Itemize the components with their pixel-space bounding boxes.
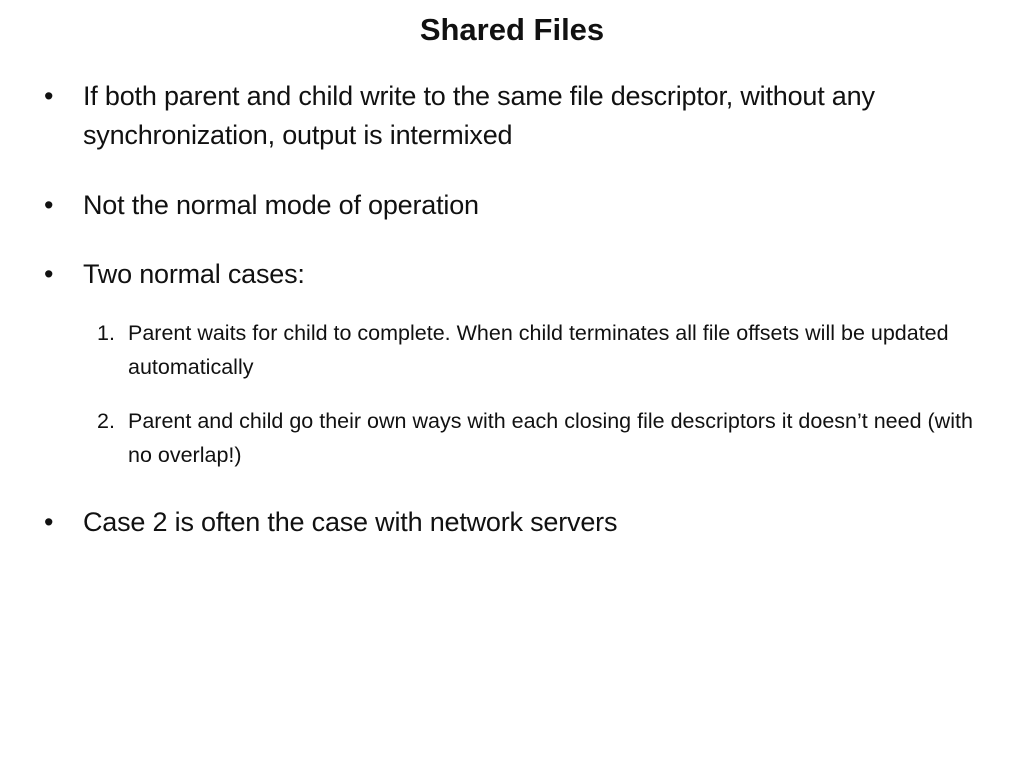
bullet-marker: • xyxy=(44,81,54,111)
bullet-item xyxy=(44,503,994,542)
bullet-item xyxy=(44,186,994,225)
subitem-number: 1. xyxy=(97,321,115,345)
bullet-marker: • xyxy=(44,190,54,220)
subitem-number: 2. xyxy=(97,409,115,433)
numbered-subitem xyxy=(97,316,977,384)
subitem-text: Parent waits for child to complete. When child terminates all file offsets will be updated automatically xyxy=(128,321,949,379)
bullet-text: Case 2 is often the case with network servers xyxy=(83,507,618,537)
bullet-item xyxy=(44,255,994,294)
subitem-text: Parent and child go their own ways with each closing file descriptors it doesn’t need (with no overlap!) xyxy=(128,409,973,467)
bullet-text: If both parent and child write to the same file descriptor, without any synchronization, output is intermixed xyxy=(83,81,875,150)
bullet-text: Two normal cases: xyxy=(83,259,305,289)
slide-title: Shared Files xyxy=(419,12,605,47)
bullet-marker: • xyxy=(44,259,54,289)
bullet-item xyxy=(44,77,994,155)
bullet-marker: • xyxy=(44,507,54,537)
numbered-subitem xyxy=(97,404,977,472)
bullet-text: Not the normal mode of operation xyxy=(83,190,479,220)
